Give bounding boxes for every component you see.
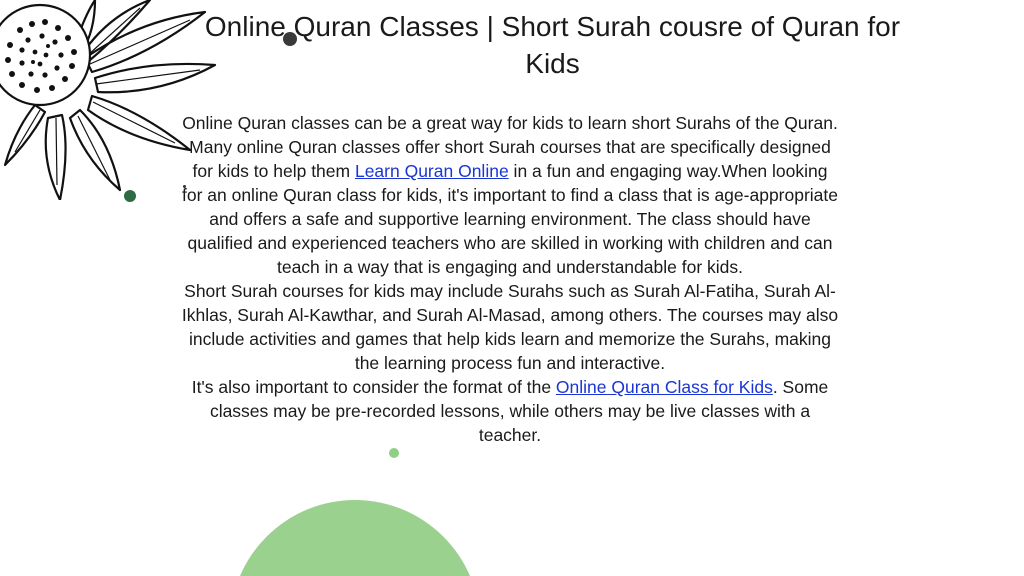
- paragraph-intro: [180, 111, 840, 279]
- paragraph-format-text-before: It's also important to consider the format of the: [191, 377, 556, 397]
- paragraph-format-text-after: . Some classes may be pre-recorded lessons, while others may be live classes with a teacher.: [209, 377, 829, 445]
- article-body: [180, 111, 840, 447]
- learn-quran-online-link[interactable]: Learn Quran Online: [354, 161, 509, 181]
- green-dot-decoration: [124, 190, 136, 202]
- paragraph-intro-text-after: in a fun and engaging way.When looking for an online Quran class for kids, it's important to find a class that is age-appropriate and offers a safe and supportive learning environment. The class should have qualified and experienced teachers who are skilled in working with children and can teach in a way that is engaging and understandable for kids.: [181, 161, 839, 277]
- green-circle-decoration: [230, 500, 480, 576]
- page-title: Online Quran Classes | Short Surah cousre of Quran for Kids: [204, 11, 901, 79]
- light-green-dot-decoration: [389, 448, 399, 458]
- paragraph-format: [180, 375, 840, 447]
- online-quran-class-for-kids-link[interactable]: Online Quran Class for Kids: [555, 377, 773, 397]
- paragraph-intro-text-before: Online Quran classes can be a great way for kids to learn short Surahs of the Quran. Many online Quran classes offer short Surah courses that are specifically designed for kids to help them: [182, 113, 838, 181]
- paragraph-surahs: Short Surah courses for kids may include Surahs such as Surah Al-Fatiha, Surah Al-Ikhlas, Surah Al-Kawthar, and Surah Al-Masad, among others. The courses may also include activities and games that help kids learn and memorize the Surahs, making the learning process fun and interactive.: [181, 281, 839, 373]
